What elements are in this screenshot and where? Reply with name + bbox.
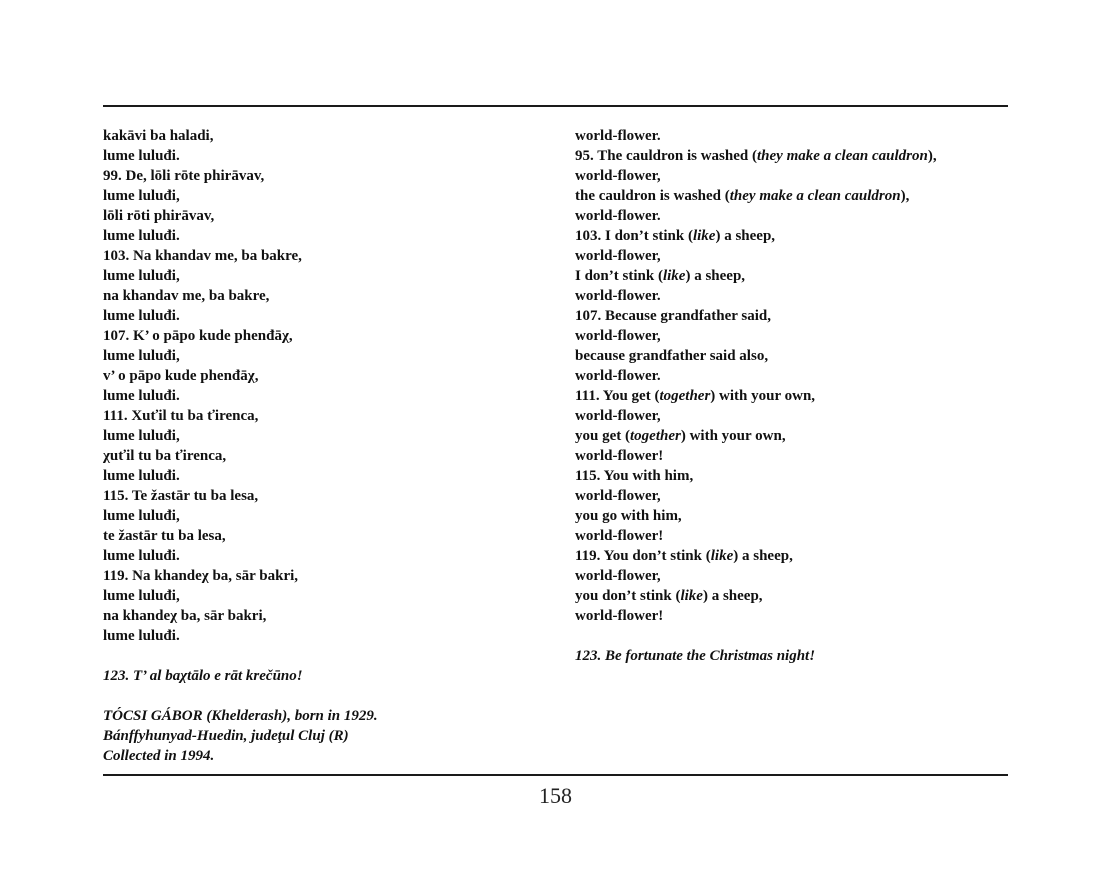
translation-line [575,526,1015,546]
romani-closing-line: 123. T’ al baχtālo e rāt krečūno! [103,668,303,684]
line-text: 103. I don’t stink ( [575,228,693,244]
translation-line [575,166,1015,186]
credit-collected: Collected in 1994. [103,748,215,764]
italic-gloss: like [662,268,686,284]
verse-line: lōli rōti phirāvav, [103,208,215,224]
verse-line: lume luluđi, [103,588,180,604]
verse-line: lume luluđi, [103,428,180,444]
verse-line: 107. K’ o pāpo kude phenđāχ, [103,328,293,344]
translation-line [575,306,1015,326]
line-text: world-flower! [575,608,664,624]
line-text: you get ( [575,428,630,444]
line-text: 95. The cauldron is washed ( [575,148,757,164]
translation-line [575,326,1015,346]
verse-line: lume luluđi. [103,148,180,164]
italic-gloss: like [710,548,734,564]
line-text: world-flower. [575,128,661,144]
verse-line: lume luluđi, [103,188,180,204]
line-text: world-flower, [575,248,661,264]
top-rule [103,105,1008,107]
translation-line [575,586,1015,606]
italic-gloss: they make a clean cauldron [757,148,928,164]
line-text: world-flower. [575,368,661,384]
bottom-rule [103,774,1008,776]
verse-line: 99. De, lōli rōte phirāvav, [103,168,265,184]
english-closing-line: 123. Be fortunate the Christmas night! [575,648,816,664]
line-text: 111. You get ( [575,388,660,404]
line-text: 107. Because grandfather said, [575,308,771,324]
translation-line [575,466,1015,486]
translation-line [575,386,1015,406]
romani-verses [103,126,533,646]
english-verses [575,126,1015,626]
english-translation-column [575,126,1015,666]
line-text: 119. You don’t stink ( [575,548,711,564]
verse-line: te žastār tu ba lesa, [103,528,226,544]
verse-line: lume luluđi. [103,548,180,564]
line-text: world-flower! [575,448,664,464]
line-text: world-flower, [575,568,661,584]
verse-line: lume luluđi. [103,388,180,404]
translation-line [575,186,1015,206]
line-text: the cauldron is washed ( [575,188,730,204]
line-text: ) a sheep, [733,548,793,564]
line-text: ) a sheep, [685,268,746,284]
verse-line: na khandav me, ba bakre, [103,288,270,304]
translation-line [575,246,1015,266]
translation-line [575,126,1015,146]
stanza-gap [103,686,533,706]
verse-line: v’ o pāpo kude phenđāχ, [103,368,259,384]
verse-line: lume luluđi. [103,228,180,244]
line-text: world-flower. [575,288,661,304]
line-text: you don’t stink ( [575,588,681,604]
verse-line: na khandeχ ba, sār bakri, [103,608,267,624]
italic-gloss: like [680,588,703,604]
translation-line [575,446,1015,466]
verse-line: lume luluđi. [103,308,180,324]
verse-line: χuťil tu ba ťirenca, [103,448,227,464]
line-text: 115. You with him, [575,468,694,484]
line-text: ) a sheep, [715,228,776,244]
translation-line [575,566,1015,586]
verse-line: lume luluđi, [103,348,180,364]
translation-line [575,426,1015,446]
line-text: world-flower, [575,408,661,424]
line-text: because grandfather said also, [575,348,769,364]
italic-gloss: together [630,428,681,444]
page-number: 158 [539,783,572,808]
verse-line: lume luluđi, [103,268,180,284]
translation-line [575,146,1015,166]
romani-text-column [103,126,533,766]
translation-line [575,486,1015,506]
verse-line: 103. Na khandav me, ba bakre, [103,248,302,264]
translation-line [575,506,1015,526]
line-text: ) with your own, [680,428,786,444]
credit-place: Bánffyhunyad-Huedin, judeţul Cluj (R) [103,728,349,744]
line-text: world-flower, [575,328,661,344]
line-text: world-flower, [575,168,661,184]
translation-line [575,366,1015,386]
verse-line: 111. Xuťil tu ba ťirenca, [103,408,259,424]
verse-line: lume luluđi. [103,468,180,484]
credit-singer: TÓCSI GÁBOR (Khelderash), born in 1929. [103,708,378,724]
translation-line [575,266,1015,286]
line-text: ) with your own, [710,388,816,404]
translation-line [575,286,1015,306]
verse-line: lume luluđi. [103,628,180,644]
line-text: ), [927,148,937,164]
line-text: world-flower! [575,528,664,544]
italic-gloss: together [659,388,711,404]
line-text: I don’t stink ( [575,268,663,284]
line-text: ) a sheep, [702,588,763,604]
stanza-gap [575,626,1015,646]
verse-line: 115. Te žastār tu ba lesa, [103,488,259,504]
verse-line: 119. Na khandeχ ba, sār bakri, [103,568,299,584]
italic-gloss: they make a clean cauldron [729,188,901,204]
line-text: ), [900,188,910,204]
translation-line [575,346,1015,366]
stanza-gap [103,646,533,666]
verse-line: lume luluđi, [103,508,180,524]
translation-line [575,406,1015,426]
italic-gloss: like [692,228,716,244]
verse-line: kakāvi ba haladi, [103,128,214,144]
line-text: world-flower, [575,488,661,504]
translation-line [575,546,1015,566]
line-text: world-flower. [575,208,661,224]
translation-line [575,226,1015,246]
line-text: you go with him, [575,508,682,524]
translation-line [575,606,1015,626]
translation-line [575,206,1015,226]
